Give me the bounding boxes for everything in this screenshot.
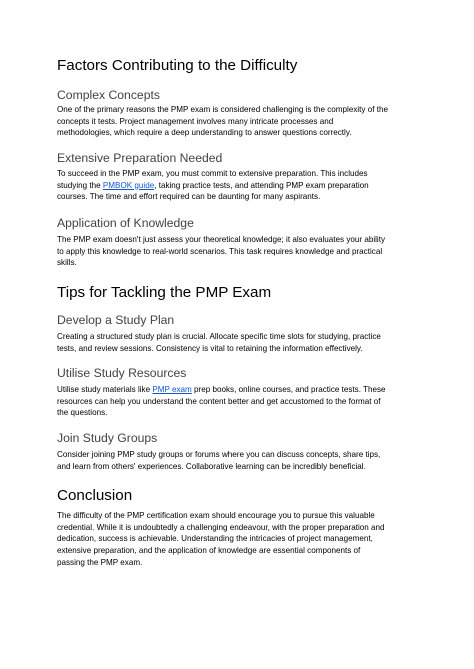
paragraph-utilise-study-resources (57, 384, 425, 419)
subheading-join-study-groups: Join Study Groups (57, 431, 158, 445)
text-line: To succeed in the PMP exam, you must commit to extensive preparation. This includes (57, 169, 368, 178)
text-line: methodologies, which require a deep understanding to answer questions correctly. (57, 128, 352, 138)
text-fragment: prep books, online courses, and practice tests. These (191, 385, 386, 394)
text-line-with-link (57, 180, 425, 192)
text-line: One of the primary reasons the PMP exam is considered challenging is the complexity of the (57, 105, 388, 114)
text-fragment: , taking practice tests, and attending PMP exam preparation (154, 180, 369, 190)
text-line: the questions. (57, 408, 108, 418)
text-line: Creating a structured study plan is crucial. Allocate specific time slots for studying, practice (57, 332, 381, 341)
text-line-with-link (57, 384, 425, 396)
text-line: Consider joining PMP study groups or forums where you can discuss concepts, share tips, (57, 450, 381, 459)
paragraph-develop-study-plan (57, 331, 425, 354)
paragraph-join-study-groups (57, 449, 425, 472)
subheading-complex-concepts: Complex Concepts (57, 88, 160, 102)
text-line: credential. While it is undoubtedly a challenging endeavour, with the proper preparation and (57, 522, 385, 532)
subheading-develop-study-plan: Develop a Study Plan (57, 313, 175, 327)
paragraph-complex-concepts (57, 104, 425, 139)
section-heading-factors: Factors Contributing to the Difficulty (57, 57, 298, 74)
subheading-application-of-knowledge: Application of Knowledge (57, 216, 194, 230)
text-line: resources can help you understand the content better and get accustomed to the format of (57, 396, 381, 406)
text-fragment: studying the (57, 180, 103, 190)
subheading-extensive-preparation: Extensive Preparation Needed (57, 151, 223, 165)
text-line: tests, and review sessions. Consistency is vital to retaining the information effectively. (57, 343, 363, 353)
text-line: extensive preparation, and the application of knowledge are essential components of (57, 546, 361, 556)
text-line: concepts it tests. Project management involves many intricate processes and (57, 116, 334, 126)
section-heading-conclusion: Conclusion (57, 487, 133, 504)
text-line: courses. The time and effort required can be daunting for many aspirants. (57, 192, 321, 202)
text-fragment: Utilise study materials like (57, 385, 153, 394)
paragraph-extensive-preparation (57, 168, 425, 203)
text-line: dedication, success is achievable. Understanding the intricacies of project management, (57, 534, 373, 544)
text-line: The difficulty of the PMP certification exam should encourage you to pursue this valuable (57, 511, 375, 520)
text-line: The PMP exam doesn't just assess your theoretical knowledge; it also evaluates your ability (57, 235, 386, 244)
section-heading-tips: Tips for Tackling the PMP Exam (57, 284, 272, 301)
text-line: and learn from others' experiences. Collaborative learning can be incredibly beneficial. (57, 461, 366, 471)
paragraph-conclusion (57, 510, 425, 569)
pmp-exam-link[interactable]: PMP exam (152, 385, 192, 394)
pmbok-guide-link[interactable]: PMBOK guide (102, 180, 155, 190)
text-line: to apply this knowledge to real-world scenarios. This task requires knowledge and practical (57, 246, 383, 256)
text-line: skills. (57, 258, 77, 268)
paragraph-application-of-knowledge (57, 234, 425, 269)
text-line: passing the PMP exam. (57, 557, 143, 567)
subheading-utilise-study-resources: Utilise Study Resources (57, 366, 187, 380)
